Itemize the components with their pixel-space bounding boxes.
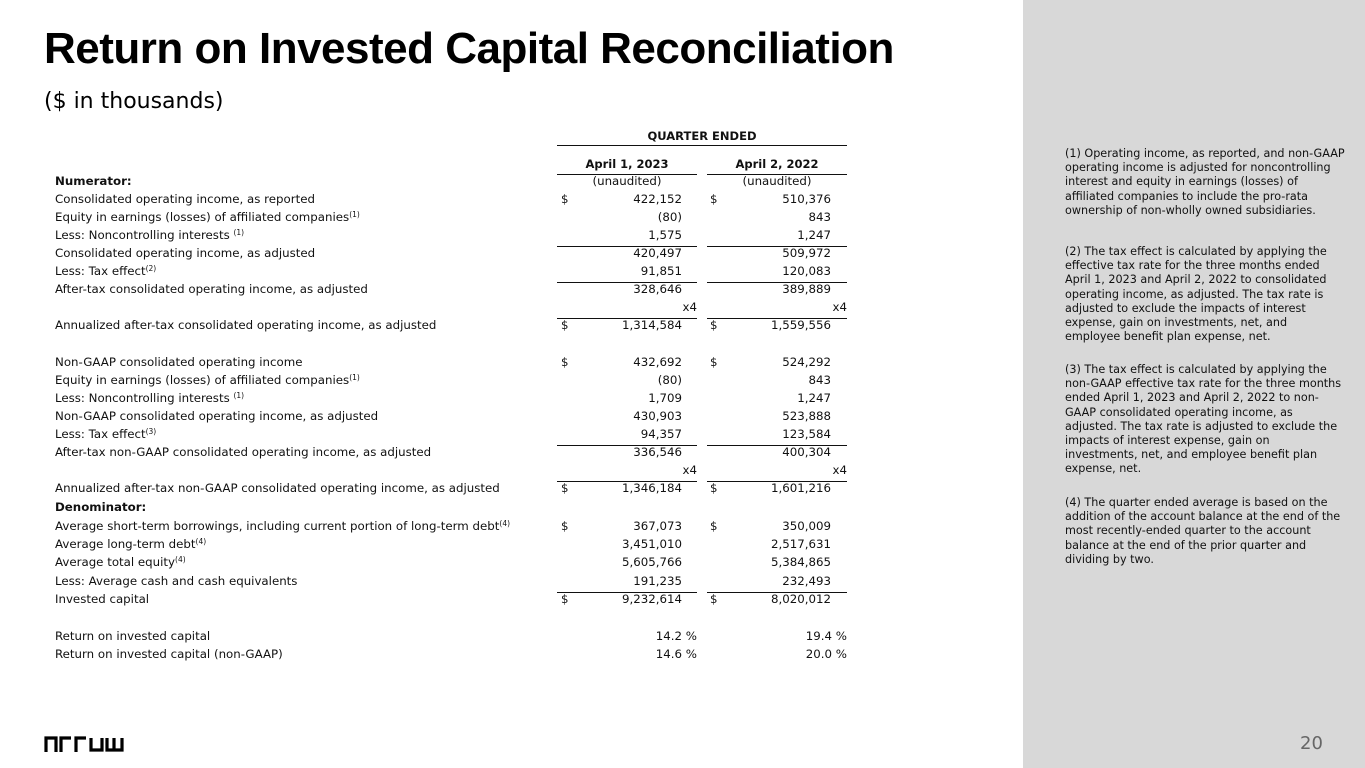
row-label-text: Consolidated operating income, as adjusted	[55, 246, 316, 260]
table-row	[0, 355, 1000, 373]
value-2022: 400,304	[782, 445, 831, 459]
value-2022: 123,584	[782, 427, 831, 441]
table-row	[0, 519, 1000, 537]
value-2022: 19.4 %	[805, 629, 847, 643]
row-label	[55, 318, 436, 332]
row-label-text: Average total equity	[55, 555, 176, 569]
table-row	[0, 373, 1000, 391]
value-2023: (80)	[657, 210, 682, 224]
row-label-text: Less: Noncontrolling interests	[55, 391, 234, 405]
arrow-logo-icon	[44, 734, 130, 754]
value-2023: x4	[682, 300, 697, 314]
value-2023: 336,546	[633, 445, 682, 459]
value-2022: 523,888	[782, 409, 831, 423]
page-title: Return on Invested Capital Reconciliation	[44, 24, 894, 73]
subtotal-rule	[707, 318, 847, 319]
value-2022: 1,247	[797, 228, 831, 242]
table-row	[0, 210, 1000, 228]
row-label	[55, 427, 156, 441]
table-row	[0, 647, 1000, 665]
table-row	[0, 318, 1000, 336]
row-label-text: Invested capital	[55, 592, 150, 606]
footnote-ref: (4)	[195, 537, 207, 546]
currency-symbol: $	[561, 318, 569, 332]
row-label	[55, 210, 360, 224]
value-2023: 5,605,766	[621, 555, 682, 569]
footnote-4: (4) The quarter ended average is based on the addition of the account balance at the end of the most recently-ended quarter to the account balance at the end of the prior quarter and dividing by two.	[1065, 496, 1341, 566]
row-label-text: Less: Average cash and cash equivalents	[55, 574, 298, 588]
footnote-ref: (4)	[175, 555, 186, 564]
value-2022: 232,493	[782, 574, 831, 588]
currency-symbol: $	[710, 592, 718, 606]
row-label	[55, 555, 186, 569]
row-label	[55, 409, 378, 423]
quarter-ended-rule	[557, 145, 847, 146]
value-2023: 1,575	[648, 228, 682, 242]
table-row	[0, 445, 1000, 463]
table-row	[0, 300, 1000, 318]
value-2022: 510,376	[782, 192, 831, 206]
row-label-text: Average long-term debt	[55, 537, 196, 551]
currency-symbol: $	[710, 355, 718, 369]
value-2022: x4	[832, 300, 847, 314]
row-label-text: Average short-term borrowings, including current portion of long-term debt	[55, 519, 500, 533]
col-header-2023: April 1, 2023	[585, 157, 669, 171]
currency-symbol: $	[710, 192, 718, 206]
row-label	[55, 228, 244, 242]
row-label	[55, 264, 156, 278]
row-label	[55, 391, 244, 405]
value-2022: x4	[832, 463, 847, 477]
unaudited-label: (unaudited)	[742, 174, 812, 188]
footnote-ref: (1)	[233, 391, 245, 400]
value-2023: 94,357	[640, 427, 682, 441]
row-label-text: Denominator:	[55, 500, 147, 514]
row-label-text: Annualized after-tax consolidated operating income, as adjusted	[55, 318, 437, 332]
row-label	[55, 174, 132, 188]
row-label	[55, 537, 206, 551]
currency-symbol: $	[561, 592, 569, 606]
currency-symbol: $	[710, 318, 718, 332]
table-row	[0, 592, 1000, 610]
row-label	[55, 445, 431, 459]
currency-symbol: $	[561, 481, 569, 495]
table-row	[0, 246, 1000, 264]
subtotal-rule	[707, 592, 847, 593]
table-row	[0, 537, 1000, 555]
subtotal-rule	[557, 318, 697, 319]
row-label	[55, 373, 360, 387]
row-label-text: Annualized after-tax non-GAAP consolidated operating income, as adjusted	[55, 481, 500, 495]
row-label	[55, 519, 510, 533]
footnote-ref: (1)	[349, 373, 360, 382]
table-row	[0, 264, 1000, 282]
value-2023: 1,314,584	[621, 318, 682, 332]
value-2022: 2,517,631	[770, 537, 831, 551]
value-2023: (80)	[657, 373, 682, 387]
table-row	[0, 192, 1000, 210]
row-label-text: Less: Tax effect	[55, 264, 146, 278]
value-2023: 367,073	[633, 519, 682, 533]
row-label	[55, 192, 315, 206]
value-2023: 14.6 %	[655, 647, 697, 661]
row-label	[55, 629, 210, 643]
footnote-ref: (2)	[145, 264, 157, 273]
value-2022: 8,020,012	[770, 592, 831, 606]
table-row	[0, 391, 1000, 409]
value-2023: 3,451,010	[621, 537, 682, 551]
col-header-2022: April 2, 2022	[735, 157, 819, 171]
page-subtitle: ($ in thousands)	[44, 89, 224, 114]
value-2023: 422,152	[633, 192, 682, 206]
value-2023: 9,232,614	[621, 592, 682, 606]
quarter-ended-header: QUARTER ENDED	[647, 129, 757, 143]
value-2022: 509,972	[782, 246, 831, 260]
value-2022: 350,009	[782, 519, 831, 533]
currency-symbol: $	[561, 519, 569, 533]
table-row	[0, 409, 1000, 427]
currency-symbol: $	[561, 192, 569, 206]
table-row	[0, 500, 1000, 518]
value-2023: 14.2 %	[655, 629, 697, 643]
value-2022: 20.0 %	[805, 647, 847, 661]
row-label-text: After-tax non-GAAP consolidated operating income, as adjusted	[55, 445, 432, 459]
subtotal-rule	[557, 481, 697, 482]
row-label	[55, 355, 303, 369]
currency-symbol: $	[710, 519, 718, 533]
row-label-text: Return on invested capital	[55, 629, 211, 643]
value-2022: 1,559,556	[770, 318, 831, 332]
value-2023: 432,692	[633, 355, 682, 369]
value-2022: 1,247	[797, 391, 831, 405]
subtotal-rule	[557, 282, 697, 283]
row-label-text: Non-GAAP consolidated operating income	[55, 355, 303, 369]
value-2023: 1,709	[648, 391, 682, 405]
unaudited-label: (unaudited)	[592, 174, 662, 188]
table-row	[0, 228, 1000, 246]
subtotal-rule	[707, 481, 847, 482]
footnote-ref: (3)	[145, 427, 157, 436]
value-2023: 430,903	[633, 409, 682, 423]
table-row	[0, 629, 1000, 647]
table-row	[0, 463, 1000, 481]
row-label	[55, 574, 297, 588]
arrow-logo	[44, 734, 130, 758]
value-2022: 843	[808, 210, 831, 224]
value-2022: 1,601,216	[770, 481, 831, 495]
value-2022: 524,292	[782, 355, 831, 369]
footnote-ref: (4)	[499, 519, 511, 528]
row-label	[55, 282, 368, 296]
value-2023: 91,851	[640, 264, 682, 278]
row-label-text: Consolidated operating income, as reported	[55, 192, 315, 206]
footnote-1: (1) Operating income, as reported, and non-GAAP operating income is adjusted for noncontrolling interest and equity in earnings (losses) of affiliated companies to include the pro-rata ownership of non-wholly owned subsidiaries.	[1065, 147, 1345, 217]
row-label-text: Equity in earnings (losses) of affiliated companies	[55, 210, 350, 224]
subtotal-rule	[707, 246, 847, 247]
row-label	[55, 647, 283, 661]
footnote-ref: (1)	[349, 210, 360, 219]
row-label-text: Numerator:	[55, 174, 132, 188]
value-2022: 5,384,865	[770, 555, 831, 569]
row-label-text: Non-GAAP consolidated operating income, as adjusted	[55, 409, 379, 423]
row-label-text: After-tax consolidated operating income, as adjusted	[55, 282, 368, 296]
value-2022: 843	[808, 373, 831, 387]
value-2022: 120,083	[782, 264, 831, 278]
subtotal-rule	[557, 445, 697, 446]
row-label	[55, 500, 146, 514]
currency-symbol: $	[561, 355, 569, 369]
value-2022: 389,889	[782, 282, 831, 296]
row-label-text: Return on invested capital (non-GAAP)	[55, 647, 283, 661]
value-2023: x4	[682, 463, 697, 477]
row-label	[55, 481, 500, 495]
table-row	[0, 282, 1000, 300]
subtotal-rule	[707, 445, 847, 446]
footnote-3: (3) The tax effect is calculated by applying the non-GAAP effective tax rate for the three months ended April 1, 2023 and April 2, 2022 to non-GAAP consolidated operating income, as adjusted. The tax rate is adjusted to exclude the impacts of interest expense, gain on investments, net, and employee benefit plan expense, net.	[1065, 363, 1342, 476]
currency-symbol: $	[710, 481, 718, 495]
subtotal-rule	[557, 246, 697, 247]
table-row	[0, 574, 1000, 592]
row-label-text: Less: Tax effect	[55, 427, 146, 441]
row-label-text: Less: Noncontrolling interests	[55, 228, 234, 242]
table-row	[0, 481, 1000, 499]
row-label	[55, 246, 315, 260]
row-label-text: Equity in earnings (losses) of affiliated companies	[55, 373, 350, 387]
subtotal-rule	[557, 592, 697, 593]
value-2023: 328,646	[633, 282, 682, 296]
page-number: 20	[1300, 733, 1323, 754]
table-row	[0, 427, 1000, 445]
row-label	[55, 592, 149, 606]
value-2023: 191,235	[633, 574, 682, 588]
footnote-2: (2) The tax effect is calculated by applying the effective tax rate for the three months ended April 1, 2023 and April 2, 2022 to consolidated operating income, as adjusted. The tax rate is adjusted to exclude the impacts of interest expense, gain on investments, net, and employee benefit plan expense, net.	[1065, 245, 1327, 344]
value-2023: 1,346,184	[621, 481, 682, 495]
table-row	[0, 555, 1000, 573]
value-2023: 420,497	[633, 246, 682, 260]
table-row	[0, 174, 1000, 192]
subtotal-rule	[707, 282, 847, 283]
footnote-ref: (1)	[233, 228, 245, 237]
